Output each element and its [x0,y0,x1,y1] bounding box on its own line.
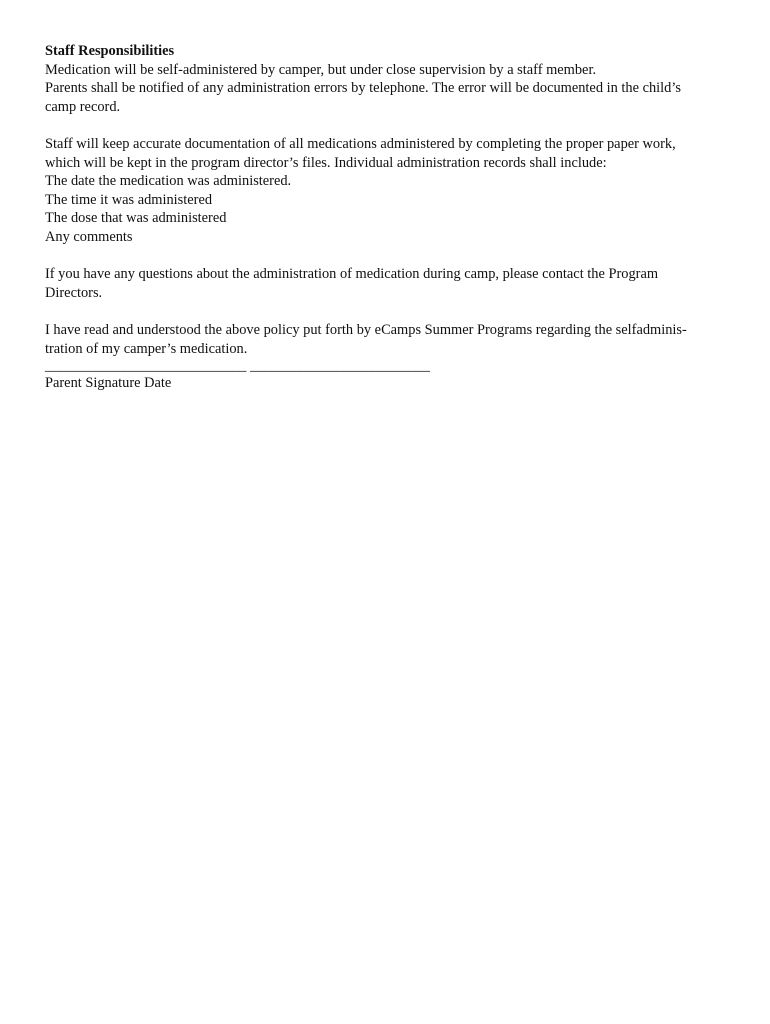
document-page [45,42,735,393]
paragraph-gap [45,247,735,266]
record-item: Any comments [45,228,133,245]
signature-block [45,358,735,393]
supervision-paragraph [45,61,735,117]
record-item: The time it was administered [45,191,213,208]
section-heading: Staff Responsibilities [45,43,175,59]
paragraph-line: Directors. [45,284,103,301]
paragraph-gap [45,116,735,135]
paragraph-gap [45,302,735,321]
paragraph-line: which will be kept in the program director’s files. Individual administration records shall include: [45,154,607,171]
paragraph-line: Staff will keep accurate documentation of all medications administered by completing the proper paper work, [45,135,676,152]
signature-line[interactable]: ____________________________ _________________________ [45,358,430,375]
paragraph-line: I have read and understood the above policy put forth by eCamps Summer Programs regarding the selfadminis- [45,321,687,338]
signature-label: Parent Signature Date [45,375,172,392]
record-item: The date the medication was administered. [45,173,292,190]
questions-paragraph [45,265,735,302]
paragraph-line: If you have any questions about the administration of medication during camp, please contact the Program [45,266,659,283]
record-item: The dose that was administered [45,210,227,227]
acknowledgement-paragraph [45,321,735,358]
paragraph-line: Medication will be self-administered by camper, but under close supervision by a staff member. [45,61,597,78]
paragraph-line: Parents shall be notified of any administration errors by telephone. The error will be documented in the child’s [45,80,681,97]
paragraph-line: camp record. [45,98,121,115]
paragraph-line: tration of my camper’s medication. [45,340,248,357]
documentation-paragraph [45,135,735,247]
